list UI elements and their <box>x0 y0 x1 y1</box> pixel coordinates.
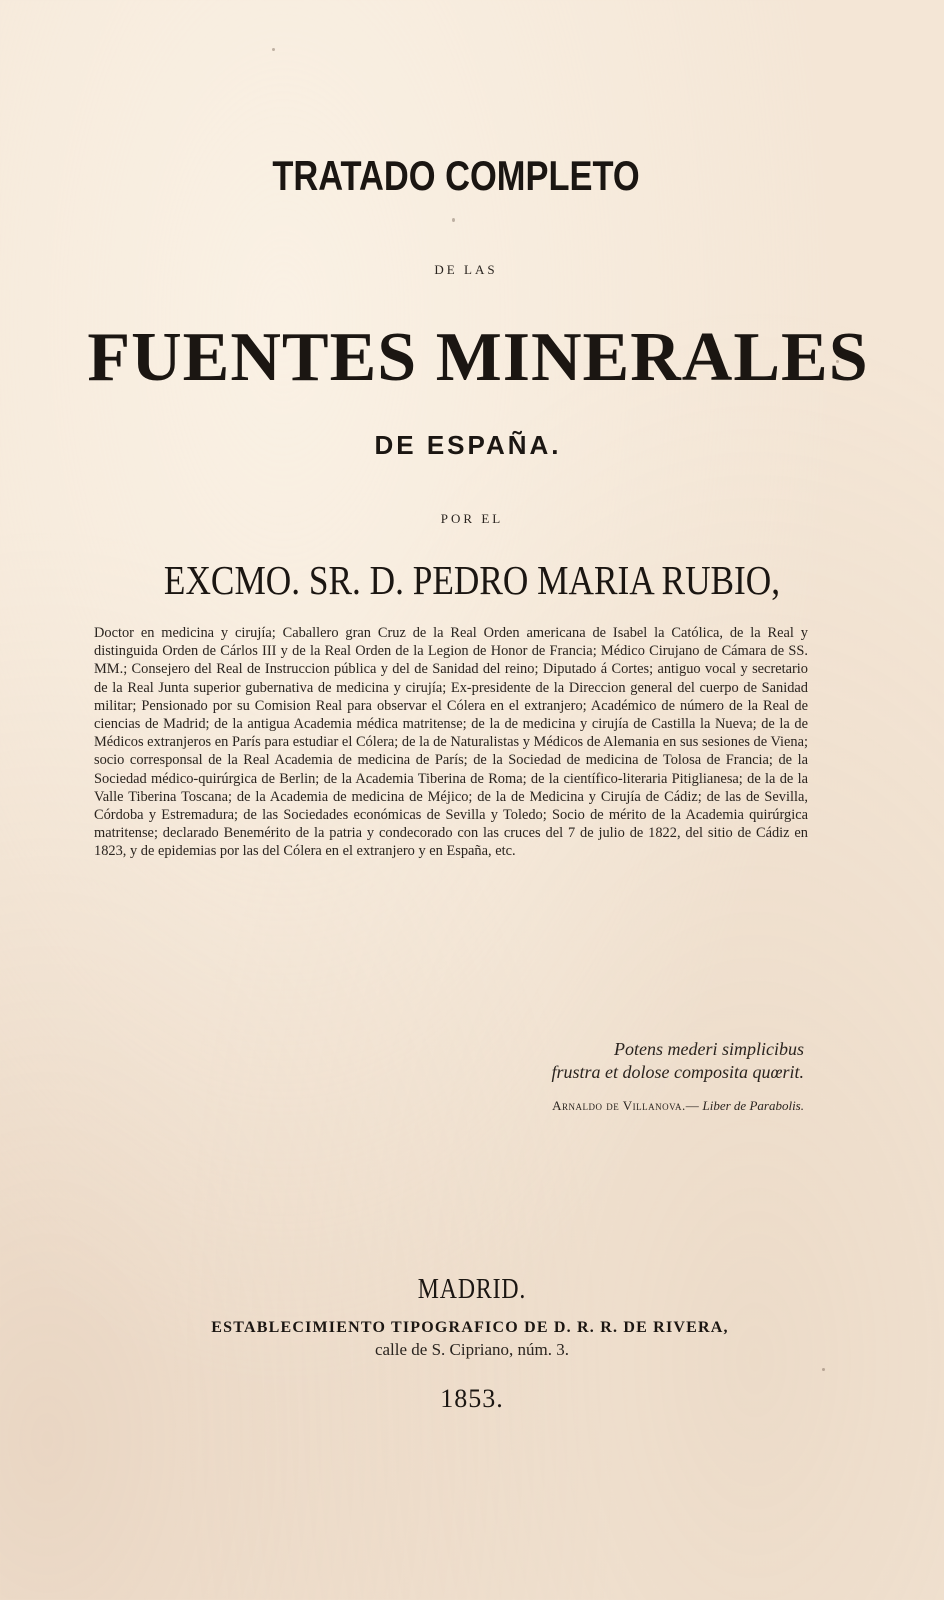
author-credentials: Doctor en medicina y cirujía; Caballero gran Cruz de la Real Orden americana de Isabel la Católica, de la Real y distinguida Orden de Cárlos III y de la Real Orden de la Legion de Honor de Francia; Médico Cirujano de Cámara de SS. MM.; Consejero del Real de Instruccion pública y del de Sanidad del reino; Diputado á Cortes; antiguo vocal y secretario de la Real Junta superior gubernativa de medicina y cirujía; Ex-presidente de la Direccion general del cuerpo de Sanidad militar; Pensionado por su Comision Real para observar el Cólera en el extranjero; Académico de número de la Real de ciencias de Madrid; de la antigua Academia médica matritense; de la de medicina y cirujía de Castilla la Nueva; de la de Médicos extranjeros en París para estudiar el Cólera; de la de Naturalistas y Médicos de Alemania en sus sesiones de Viena; socio corresponsal de la Real Academia de medicina de París; de la Sociedad de medicina de Tolosa de Francia; de la Sociedad médico-quirúrgica de Berlin; de la Academia Tiberina de Roma; de la científico-literaria Pitiglianesa; de la de la Valle Tiberina Toscana; de la Academia de medicina de Méjico; de la de Medicina y Cirujía de Cádiz; de las de Sevilla, Córdoba y Estremadura; de las Sociedades económicas de Sevilla y Toledo; Socio de mérito de la Academia quirúrgica matritense; declarado Benemérito de la patria y condecorado con las cruces del 7 de julio de 1822, del sitio de Cádiz en 1823, y de epidemias por las del Cólera en el extranjero y en España, etc. <box>94 625 808 860</box>
title-line-4: DE ESPAÑA. <box>374 430 562 460</box>
paper-speck <box>272 48 275 51</box>
paper-speck <box>822 1368 825 1371</box>
epigraph <box>551 1038 804 1084</box>
imprint-printer: ESTABLECIMIENTO TIPOGRAFICO DE D. R. R. DE RIVERA, <box>211 1319 729 1336</box>
author-name: EXCMO. SR. D. PEDRO MARIA RUBIO, <box>163 557 781 603</box>
byline-por-el: POR EL <box>440 511 504 526</box>
imprint-address: calle de S. Cipriano, núm. 3. <box>374 1340 570 1359</box>
epigraph-line-1: Potens mederi simplicibus <box>614 1039 804 1059</box>
imprint-city: MADRID. <box>417 1274 527 1305</box>
epigraph-work: Liber de Parabolis. <box>702 1098 804 1113</box>
title-line-3: FUENTES MINERALES <box>87 319 869 396</box>
title-line-1: TRATADO COMPLETO <box>272 152 640 199</box>
title-line-2: DE LAS <box>434 262 498 277</box>
imprint-year: 1853. <box>440 1384 504 1413</box>
epigraph-author: Arnaldo de Villanova.— <box>552 1098 700 1113</box>
epigraph-attribution <box>552 1098 804 1114</box>
paper-speck <box>452 218 455 222</box>
epigraph-line-2: frustra et dolose composita quœrit. <box>551 1062 804 1082</box>
paper-speck <box>836 360 839 363</box>
